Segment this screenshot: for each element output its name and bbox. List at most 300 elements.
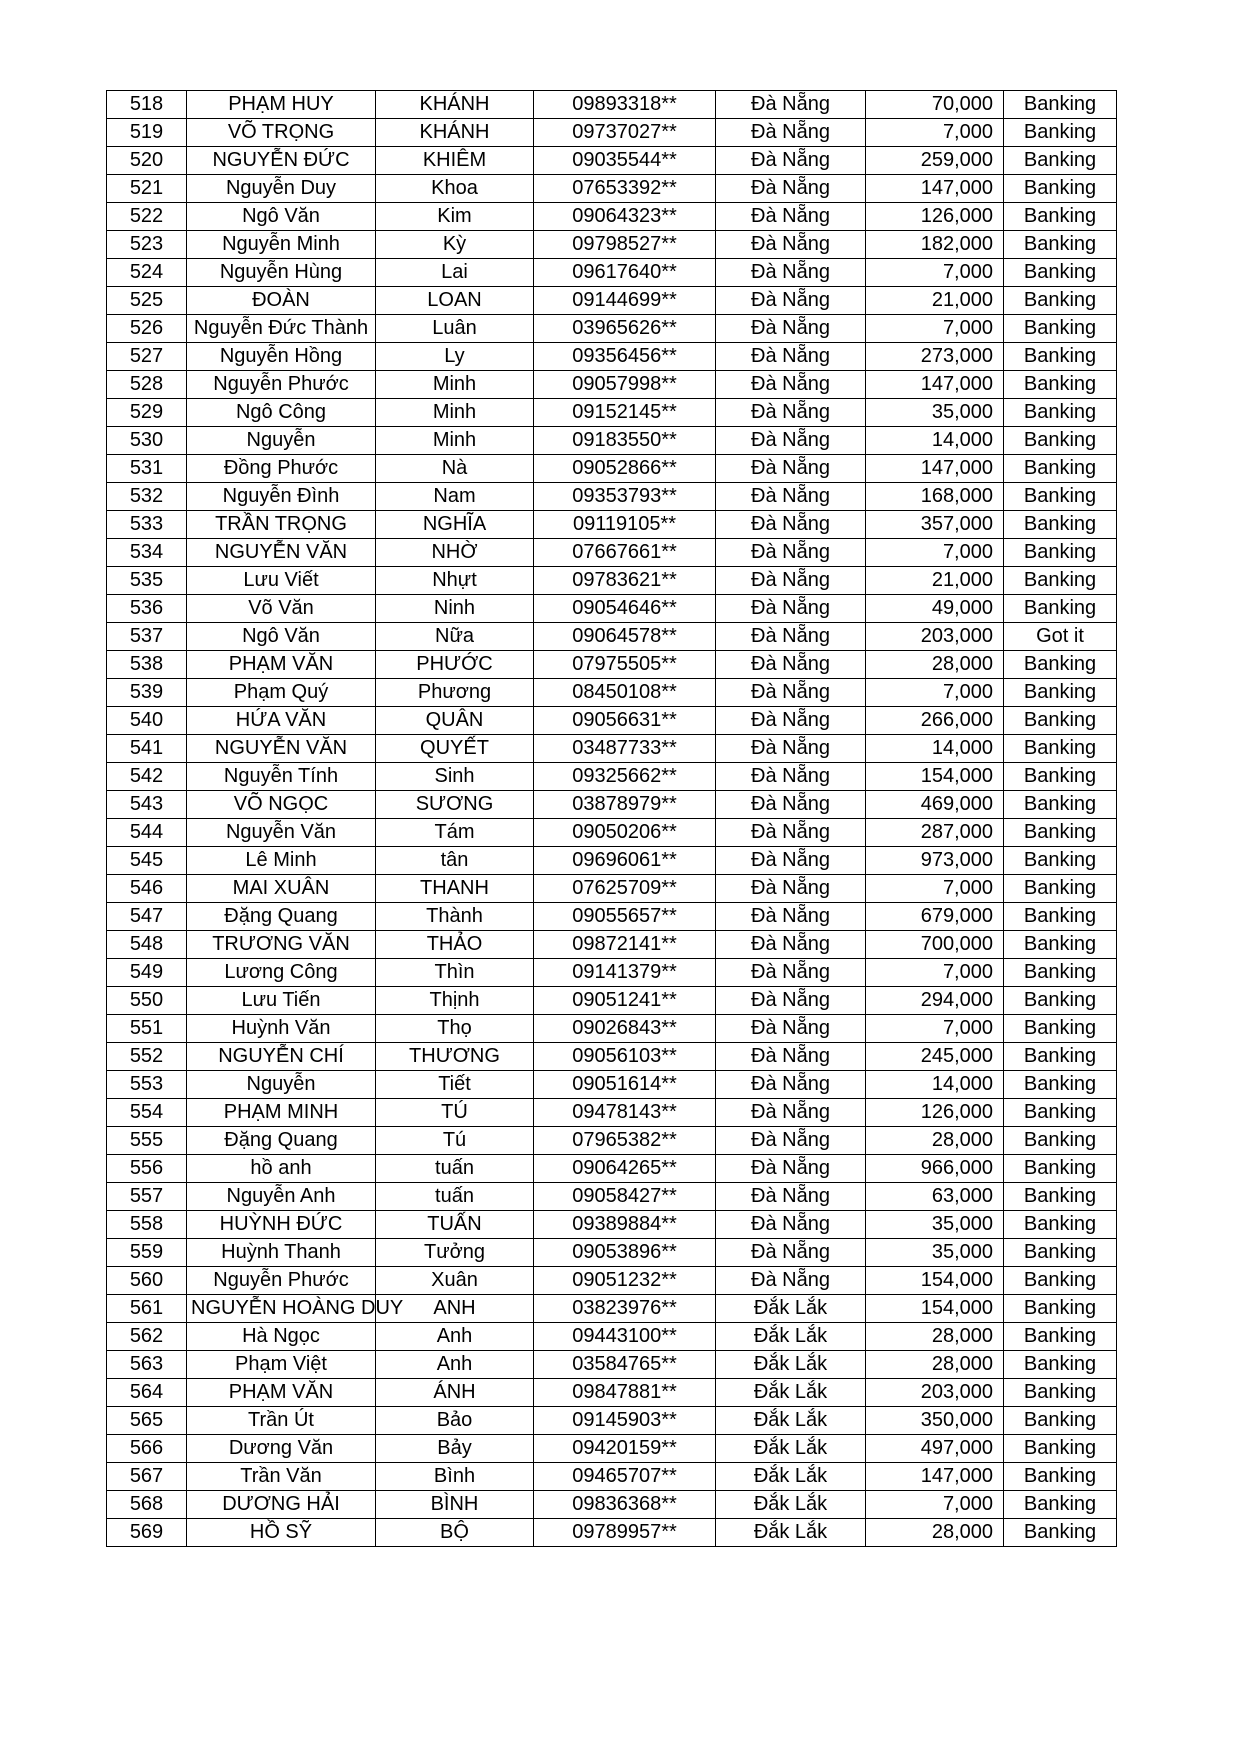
phone-cell: 09152145** bbox=[534, 399, 716, 427]
phone-cell: 09056103** bbox=[534, 1043, 716, 1071]
row-number-cell: 560 bbox=[107, 1267, 187, 1295]
last-name-cell: NGUYỄN CHÍ bbox=[187, 1043, 376, 1071]
row-number-cell: 551 bbox=[107, 1015, 187, 1043]
phone-cell: 09054646** bbox=[534, 595, 716, 623]
payment-method-cell: Banking bbox=[1004, 791, 1117, 819]
row-number-cell: 567 bbox=[107, 1463, 187, 1491]
table-row bbox=[107, 1099, 1117, 1127]
row-number-cell: 547 bbox=[107, 903, 187, 931]
payment-method-cell: Banking bbox=[1004, 1155, 1117, 1183]
last-name-cell: NGUYỄN HOÀNG DUY bbox=[187, 1295, 376, 1323]
last-name-cell: Đặng Quang bbox=[187, 903, 376, 931]
amount-cell: 7,000 bbox=[866, 1491, 1004, 1519]
first-name-cell: Minh bbox=[376, 399, 534, 427]
phone-cell: 07975505** bbox=[534, 651, 716, 679]
phone-cell: 03965626** bbox=[534, 315, 716, 343]
phone-cell: 09356456** bbox=[534, 343, 716, 371]
province-cell: Đà Nẵng bbox=[716, 931, 866, 959]
amount-cell: 35,000 bbox=[866, 399, 1004, 427]
first-name-cell: Nà bbox=[376, 455, 534, 483]
last-name-cell: MAI XUÂN bbox=[187, 875, 376, 903]
amount-cell: 14,000 bbox=[866, 1071, 1004, 1099]
amount-cell: 147,000 bbox=[866, 1463, 1004, 1491]
first-name-cell: BÌNH bbox=[376, 1491, 534, 1519]
row-number-cell: 532 bbox=[107, 483, 187, 511]
payment-method-cell: Banking bbox=[1004, 1183, 1117, 1211]
province-cell: Đà Nẵng bbox=[716, 259, 866, 287]
table-row bbox=[107, 1043, 1117, 1071]
last-name-cell: Trần Út bbox=[187, 1407, 376, 1435]
province-cell: Đà Nẵng bbox=[716, 511, 866, 539]
first-name-cell: LOAN bbox=[376, 287, 534, 315]
last-name-cell: ĐOÀN bbox=[187, 287, 376, 315]
payment-method-cell: Banking bbox=[1004, 651, 1117, 679]
province-cell: Đà Nẵng bbox=[716, 1043, 866, 1071]
phone-cell: 09064265** bbox=[534, 1155, 716, 1183]
table-row bbox=[107, 1407, 1117, 1435]
amount-cell: 7,000 bbox=[866, 1015, 1004, 1043]
payment-method-cell: Banking bbox=[1004, 1071, 1117, 1099]
amount-cell: 203,000 bbox=[866, 623, 1004, 651]
payment-method-cell: Banking bbox=[1004, 483, 1117, 511]
payment-method-cell: Banking bbox=[1004, 119, 1117, 147]
province-cell: Đà Nẵng bbox=[716, 1127, 866, 1155]
province-cell: Đắk Lắk bbox=[716, 1519, 866, 1547]
phone-cell: 09026843** bbox=[534, 1015, 716, 1043]
province-cell: Đắk Lắk bbox=[716, 1295, 866, 1323]
table-row bbox=[107, 1211, 1117, 1239]
table-row bbox=[107, 343, 1117, 371]
phone-cell: 07667661** bbox=[534, 539, 716, 567]
first-name-cell: Tám bbox=[376, 819, 534, 847]
first-name-cell: tuấn bbox=[376, 1183, 534, 1211]
row-number-cell: 561 bbox=[107, 1295, 187, 1323]
amount-cell: 14,000 bbox=[866, 427, 1004, 455]
payment-method-cell: Banking bbox=[1004, 1015, 1117, 1043]
amount-cell: 147,000 bbox=[866, 455, 1004, 483]
last-name-cell: Nguyễn Phước bbox=[187, 1267, 376, 1295]
phone-cell: 09051232** bbox=[534, 1267, 716, 1295]
amount-cell: 7,000 bbox=[866, 875, 1004, 903]
row-number-cell: 528 bbox=[107, 371, 187, 399]
last-name-cell: Nguyễn Duy bbox=[187, 175, 376, 203]
row-number-cell: 542 bbox=[107, 763, 187, 791]
row-number-cell: 541 bbox=[107, 735, 187, 763]
first-name-cell: ANH bbox=[376, 1295, 534, 1323]
table-row bbox=[107, 1127, 1117, 1155]
row-number-cell: 518 bbox=[107, 91, 187, 119]
province-cell: Đà Nẵng bbox=[716, 679, 866, 707]
amount-cell: 28,000 bbox=[866, 1351, 1004, 1379]
first-name-cell: TÚ bbox=[376, 1099, 534, 1127]
last-name-cell: Lê Minh bbox=[187, 847, 376, 875]
province-cell: Đà Nẵng bbox=[716, 959, 866, 987]
table-row bbox=[107, 1435, 1117, 1463]
first-name-cell: ÁNH bbox=[376, 1379, 534, 1407]
table-row bbox=[107, 1491, 1117, 1519]
first-name-cell: SƯƠNG bbox=[376, 791, 534, 819]
table-row bbox=[107, 1071, 1117, 1099]
amount-cell: 350,000 bbox=[866, 1407, 1004, 1435]
phone-cell: 08450108** bbox=[534, 679, 716, 707]
payment-method-cell: Banking bbox=[1004, 1323, 1117, 1351]
first-name-cell: Bảo bbox=[376, 1407, 534, 1435]
payment-method-cell: Banking bbox=[1004, 763, 1117, 791]
phone-cell: 03878979** bbox=[534, 791, 716, 819]
first-name-cell: Tưởng bbox=[376, 1239, 534, 1267]
last-name-cell: hồ anh bbox=[187, 1155, 376, 1183]
first-name-cell: NHỜ bbox=[376, 539, 534, 567]
first-name-cell: Phương bbox=[376, 679, 534, 707]
province-cell: Đắk Lắk bbox=[716, 1379, 866, 1407]
payment-method-cell: Banking bbox=[1004, 1519, 1117, 1547]
first-name-cell: Anh bbox=[376, 1323, 534, 1351]
first-name-cell: Minh bbox=[376, 371, 534, 399]
phone-cell: 09443100** bbox=[534, 1323, 716, 1351]
row-number-cell: 568 bbox=[107, 1491, 187, 1519]
province-cell: Đà Nẵng bbox=[716, 455, 866, 483]
row-number-cell: 519 bbox=[107, 119, 187, 147]
phone-cell: 09847881** bbox=[534, 1379, 716, 1407]
amount-cell: 70,000 bbox=[866, 91, 1004, 119]
last-name-cell: Trần Văn bbox=[187, 1463, 376, 1491]
amount-cell: 7,000 bbox=[866, 259, 1004, 287]
first-name-cell: KHÁNH bbox=[376, 119, 534, 147]
last-name-cell: PHẠM MINH bbox=[187, 1099, 376, 1127]
payment-method-cell: Banking bbox=[1004, 595, 1117, 623]
phone-cell: 09052866** bbox=[534, 455, 716, 483]
phone-cell: 09183550** bbox=[534, 427, 716, 455]
province-cell: Đà Nẵng bbox=[716, 1155, 866, 1183]
row-number-cell: 554 bbox=[107, 1099, 187, 1127]
first-name-cell: THẢO bbox=[376, 931, 534, 959]
province-cell: Đà Nẵng bbox=[716, 791, 866, 819]
table-row bbox=[107, 119, 1117, 147]
amount-cell: 182,000 bbox=[866, 231, 1004, 259]
payment-method-cell: Banking bbox=[1004, 203, 1117, 231]
row-number-cell: 539 bbox=[107, 679, 187, 707]
last-name-cell: Huỳnh Thanh bbox=[187, 1239, 376, 1267]
amount-cell: 203,000 bbox=[866, 1379, 1004, 1407]
phone-cell: 09053896** bbox=[534, 1239, 716, 1267]
table-row bbox=[107, 1155, 1117, 1183]
province-cell: Đà Nẵng bbox=[716, 231, 866, 259]
phone-cell: 09325662** bbox=[534, 763, 716, 791]
row-number-cell: 544 bbox=[107, 819, 187, 847]
table-row bbox=[107, 1379, 1117, 1407]
last-name-cell: TRẦN TRỌNG bbox=[187, 511, 376, 539]
last-name-cell: Phạm Quý bbox=[187, 679, 376, 707]
phone-cell: 09051614** bbox=[534, 1071, 716, 1099]
last-name-cell: Nguyễn Tính bbox=[187, 763, 376, 791]
row-number-cell: 557 bbox=[107, 1183, 187, 1211]
phone-cell: 09420159** bbox=[534, 1435, 716, 1463]
province-cell: Đà Nẵng bbox=[716, 119, 866, 147]
payment-method-cell: Banking bbox=[1004, 1043, 1117, 1071]
province-cell: Đà Nẵng bbox=[716, 623, 866, 651]
last-name-cell: Ngô Công bbox=[187, 399, 376, 427]
row-number-cell: 526 bbox=[107, 315, 187, 343]
phone-cell: 09055657** bbox=[534, 903, 716, 931]
phone-cell: 09035544** bbox=[534, 147, 716, 175]
row-number-cell: 520 bbox=[107, 147, 187, 175]
first-name-cell: Sinh bbox=[376, 763, 534, 791]
table-row bbox=[107, 1239, 1117, 1267]
table-row bbox=[107, 147, 1117, 175]
row-number-cell: 540 bbox=[107, 707, 187, 735]
amount-cell: 245,000 bbox=[866, 1043, 1004, 1071]
table-row bbox=[107, 707, 1117, 735]
amount-cell: 7,000 bbox=[866, 679, 1004, 707]
last-name-cell: Nguyễn bbox=[187, 1071, 376, 1099]
last-name-cell: DƯƠNG HẢI bbox=[187, 1491, 376, 1519]
amount-cell: 154,000 bbox=[866, 1295, 1004, 1323]
province-cell: Đà Nẵng bbox=[716, 91, 866, 119]
province-cell: Đà Nẵng bbox=[716, 539, 866, 567]
last-name-cell: TRƯƠNG VĂN bbox=[187, 931, 376, 959]
payment-method-cell: Banking bbox=[1004, 91, 1117, 119]
province-cell: Đà Nẵng bbox=[716, 315, 866, 343]
phone-cell: 09789957** bbox=[534, 1519, 716, 1547]
row-number-cell: 558 bbox=[107, 1211, 187, 1239]
first-name-cell: Luân bbox=[376, 315, 534, 343]
payment-method-cell: Banking bbox=[1004, 511, 1117, 539]
first-name-cell: Bình bbox=[376, 1463, 534, 1491]
row-number-cell: 530 bbox=[107, 427, 187, 455]
table-row bbox=[107, 1267, 1117, 1295]
row-number-cell: 522 bbox=[107, 203, 187, 231]
last-name-cell: Dương Văn bbox=[187, 1435, 376, 1463]
table-row bbox=[107, 483, 1117, 511]
first-name-cell: Ly bbox=[376, 343, 534, 371]
row-number-cell: 569 bbox=[107, 1519, 187, 1547]
province-cell: Đà Nẵng bbox=[716, 1239, 866, 1267]
row-number-cell: 564 bbox=[107, 1379, 187, 1407]
last-name-cell: Nguyễn Phước bbox=[187, 371, 376, 399]
amount-cell: 14,000 bbox=[866, 735, 1004, 763]
payment-method-cell: Banking bbox=[1004, 1407, 1117, 1435]
first-name-cell: Xuân bbox=[376, 1267, 534, 1295]
first-name-cell: TUẤN bbox=[376, 1211, 534, 1239]
first-name-cell: Anh bbox=[376, 1351, 534, 1379]
payment-method-cell: Banking bbox=[1004, 903, 1117, 931]
table-row bbox=[107, 1295, 1117, 1323]
first-name-cell: Thìn bbox=[376, 959, 534, 987]
payment-method-cell: Banking bbox=[1004, 959, 1117, 987]
table-row bbox=[107, 455, 1117, 483]
table-row bbox=[107, 567, 1117, 595]
payment-method-cell: Banking bbox=[1004, 1267, 1117, 1295]
amount-cell: 966,000 bbox=[866, 1155, 1004, 1183]
last-name-cell: Lương Công bbox=[187, 959, 376, 987]
row-number-cell: 545 bbox=[107, 847, 187, 875]
phone-cell: 09798527** bbox=[534, 231, 716, 259]
amount-cell: 35,000 bbox=[866, 1239, 1004, 1267]
amount-cell: 28,000 bbox=[866, 1519, 1004, 1547]
row-number-cell: 531 bbox=[107, 455, 187, 483]
table-row bbox=[107, 371, 1117, 399]
payment-method-cell: Banking bbox=[1004, 1099, 1117, 1127]
amount-cell: 126,000 bbox=[866, 203, 1004, 231]
first-name-cell: tuấn bbox=[376, 1155, 534, 1183]
amount-cell: 28,000 bbox=[866, 651, 1004, 679]
province-cell: Đắk Lắk bbox=[716, 1323, 866, 1351]
amount-cell: 273,000 bbox=[866, 343, 1004, 371]
table-row bbox=[107, 679, 1117, 707]
row-number-cell: 565 bbox=[107, 1407, 187, 1435]
row-number-cell: 524 bbox=[107, 259, 187, 287]
amount-cell: 469,000 bbox=[866, 791, 1004, 819]
last-name-cell: HUỲNH ĐỨC bbox=[187, 1211, 376, 1239]
payment-method-cell: Banking bbox=[1004, 231, 1117, 259]
last-name-cell: Nguyễn Văn bbox=[187, 819, 376, 847]
phone-cell: 09389884** bbox=[534, 1211, 716, 1239]
amount-cell: 21,000 bbox=[866, 287, 1004, 315]
phone-cell: 09893318** bbox=[534, 91, 716, 119]
last-name-cell: Ngô Văn bbox=[187, 623, 376, 651]
first-name-cell: BỘ bbox=[376, 1519, 534, 1547]
table-row bbox=[107, 1351, 1117, 1379]
phone-cell: 09064323** bbox=[534, 203, 716, 231]
payment-method-cell: Banking bbox=[1004, 567, 1117, 595]
first-name-cell: Khoa bbox=[376, 175, 534, 203]
last-name-cell: Nguyễn Hồng bbox=[187, 343, 376, 371]
row-number-cell: 548 bbox=[107, 931, 187, 959]
last-name-cell: Nguyễn Minh bbox=[187, 231, 376, 259]
phone-cell: 07653392** bbox=[534, 175, 716, 203]
province-cell: Đắk Lắk bbox=[716, 1435, 866, 1463]
first-name-cell: tân bbox=[376, 847, 534, 875]
phone-cell: 09141379** bbox=[534, 959, 716, 987]
amount-cell: 973,000 bbox=[866, 847, 1004, 875]
last-name-cell: Lưu Tiến bbox=[187, 987, 376, 1015]
last-name-cell: VÕ TRỌNG bbox=[187, 119, 376, 147]
table-row bbox=[107, 651, 1117, 679]
row-number-cell: 525 bbox=[107, 287, 187, 315]
row-number-cell: 535 bbox=[107, 567, 187, 595]
last-name-cell: NGUYỄN ĐỨC bbox=[187, 147, 376, 175]
payment-method-cell: Banking bbox=[1004, 147, 1117, 175]
last-name-cell: Lưu Viết bbox=[187, 567, 376, 595]
first-name-cell: Kim bbox=[376, 203, 534, 231]
table-row bbox=[107, 203, 1117, 231]
table-row bbox=[107, 231, 1117, 259]
payment-method-cell: Banking bbox=[1004, 735, 1117, 763]
last-name-cell: NGUYỄN VĂN bbox=[187, 735, 376, 763]
phone-cell: 09051241** bbox=[534, 987, 716, 1015]
row-number-cell: 559 bbox=[107, 1239, 187, 1267]
amount-cell: 168,000 bbox=[866, 483, 1004, 511]
row-number-cell: 537 bbox=[107, 623, 187, 651]
last-name-cell: Hà Ngọc bbox=[187, 1323, 376, 1351]
row-number-cell: 538 bbox=[107, 651, 187, 679]
row-number-cell: 521 bbox=[107, 175, 187, 203]
amount-cell: 154,000 bbox=[866, 763, 1004, 791]
table-row bbox=[107, 959, 1117, 987]
row-number-cell: 549 bbox=[107, 959, 187, 987]
province-cell: Đà Nẵng bbox=[716, 651, 866, 679]
table-row bbox=[107, 539, 1117, 567]
row-number-cell: 550 bbox=[107, 987, 187, 1015]
phone-cell: 09050206** bbox=[534, 819, 716, 847]
province-cell: Đà Nẵng bbox=[716, 1015, 866, 1043]
payment-method-cell: Banking bbox=[1004, 1379, 1117, 1407]
first-name-cell: Bảy bbox=[376, 1435, 534, 1463]
phone-cell: 09119105** bbox=[534, 511, 716, 539]
table-row bbox=[107, 847, 1117, 875]
last-name-cell: PHẠM VĂN bbox=[187, 1379, 376, 1407]
table-row bbox=[107, 735, 1117, 763]
province-cell: Đà Nẵng bbox=[716, 819, 866, 847]
table-row bbox=[107, 175, 1117, 203]
amount-cell: 679,000 bbox=[866, 903, 1004, 931]
row-number-cell: 529 bbox=[107, 399, 187, 427]
amount-cell: 147,000 bbox=[866, 175, 1004, 203]
province-cell: Đà Nẵng bbox=[716, 903, 866, 931]
table-row bbox=[107, 399, 1117, 427]
payment-method-cell: Banking bbox=[1004, 343, 1117, 371]
last-name-cell: Nguyễn Anh bbox=[187, 1183, 376, 1211]
province-cell: Đà Nẵng bbox=[716, 203, 866, 231]
province-cell: Đà Nẵng bbox=[716, 371, 866, 399]
row-number-cell: 556 bbox=[107, 1155, 187, 1183]
first-name-cell: THƯƠNG bbox=[376, 1043, 534, 1071]
payment-method-cell: Banking bbox=[1004, 287, 1117, 315]
payment-method-cell: Banking bbox=[1004, 1127, 1117, 1155]
last-name-cell: Nguyễn Đình bbox=[187, 483, 376, 511]
payment-method-cell: Banking bbox=[1004, 455, 1117, 483]
amount-cell: 7,000 bbox=[866, 315, 1004, 343]
phone-cell: 07625709** bbox=[534, 875, 716, 903]
row-number-cell: 523 bbox=[107, 231, 187, 259]
table-row bbox=[107, 1323, 1117, 1351]
payment-method-cell: Banking bbox=[1004, 819, 1117, 847]
first-name-cell: Kỳ bbox=[376, 231, 534, 259]
first-name-cell: Tiết bbox=[376, 1071, 534, 1099]
province-cell: Đắk Lắk bbox=[716, 1407, 866, 1435]
row-number-cell: 566 bbox=[107, 1435, 187, 1463]
amount-cell: 357,000 bbox=[866, 511, 1004, 539]
table-row bbox=[107, 791, 1117, 819]
last-name-cell: Đồng Phước bbox=[187, 455, 376, 483]
amount-cell: 21,000 bbox=[866, 567, 1004, 595]
payment-method-cell: Banking bbox=[1004, 539, 1117, 567]
last-name-cell: PHẠM HUY bbox=[187, 91, 376, 119]
province-cell: Đà Nẵng bbox=[716, 1071, 866, 1099]
phone-cell: 09872141** bbox=[534, 931, 716, 959]
province-cell: Đắk Lắk bbox=[716, 1351, 866, 1379]
province-cell: Đà Nẵng bbox=[716, 1183, 866, 1211]
row-number-cell: 555 bbox=[107, 1127, 187, 1155]
payment-method-cell: Banking bbox=[1004, 987, 1117, 1015]
last-name-cell: Võ Văn bbox=[187, 595, 376, 623]
payment-method-cell: Banking bbox=[1004, 371, 1117, 399]
first-name-cell: Thọ bbox=[376, 1015, 534, 1043]
amount-cell: 294,000 bbox=[866, 987, 1004, 1015]
phone-cell: 09783621** bbox=[534, 567, 716, 595]
amount-cell: 154,000 bbox=[866, 1267, 1004, 1295]
phone-cell: 09057998** bbox=[534, 371, 716, 399]
last-name-cell: Đặng Quang bbox=[187, 1127, 376, 1155]
payment-method-cell: Banking bbox=[1004, 707, 1117, 735]
first-name-cell: Nam bbox=[376, 483, 534, 511]
phone-cell: 09144699** bbox=[534, 287, 716, 315]
last-name-cell: VÕ NGỌC bbox=[187, 791, 376, 819]
phone-cell: 09145903** bbox=[534, 1407, 716, 1435]
payment-method-cell: Banking bbox=[1004, 931, 1117, 959]
first-name-cell: Thịnh bbox=[376, 987, 534, 1015]
province-cell: Đà Nẵng bbox=[716, 427, 866, 455]
